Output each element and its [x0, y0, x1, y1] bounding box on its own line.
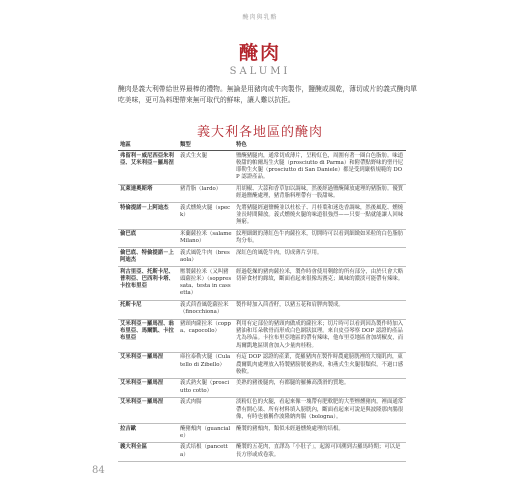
table-row — [118, 203, 406, 229]
cell-region: 利古里亞、托斯卡尼、普利亞、巴西利卡塔、卡拉布里亞 — [118, 267, 178, 300]
table-row — [118, 248, 406, 267]
table-row — [118, 352, 406, 378]
cell-region: 艾米利亞－羅馬涅 — [118, 397, 178, 423]
cell-type: 庫拉泰勒火腿（Culatello di Zibello） — [178, 352, 234, 378]
cell-type: 義式培根（pancetta） — [178, 442, 234, 461]
table-row — [118, 300, 406, 319]
table-row — [118, 151, 406, 184]
table-row — [118, 442, 406, 461]
salumi-table — [118, 141, 406, 462]
cell-region: 弗留利－威尼西亞朱利亞、艾米利亞－羅馬涅 — [118, 151, 178, 184]
cell-region: 倫巴底、特倫提諾－上阿迪杰 — [118, 248, 178, 267]
cell-description: 醃製的五花肉，直譯為「小肚子」，起源可回溯到古羅馬時期；可以是長方形或成卷狀。 — [234, 442, 406, 461]
cell-description: 醃製的豬頰肉，類似未經過燻燒處理的培根。 — [234, 424, 406, 443]
table-row — [118, 184, 406, 203]
cell-type: 義式茴香風乾薩拉米（finocchiona） — [178, 300, 234, 319]
cell-region: 艾米利亞－羅馬涅 — [118, 378, 178, 397]
cell-type: 醃豬頰肉（guanciale） — [178, 424, 234, 443]
table-row — [118, 319, 406, 352]
section-title: 義大利各地區的醃肉 — [196, 125, 323, 140]
cell-type: 義式肉腸 — [178, 397, 234, 423]
cell-description: 鹽醃豬腿肉，通常切成薄片，呈粉紅色，周圍有著一圈白色脂肪。味道較甜的帕爾馬生火腿（prosciutto di Parma）和附帶點野味的聖丹尼耶勒生火腿（prosciutto di San Daniele）都是受到嚴格規範的 DOP 認證產品。 — [234, 151, 406, 184]
page-subtitle: SALUMI — [229, 66, 291, 77]
header-region: 地區 — [118, 141, 178, 151]
cell-description: 深紅色的風乾牛肉，切成薄片享用。 — [234, 248, 406, 267]
running-head: 醃肉與乳酪 — [242, 14, 278, 21]
table-row — [118, 267, 406, 300]
cell-region: 艾米利亞－羅馬涅 — [118, 352, 178, 378]
cell-description: 有這 DOP 認證的產業，從羅豬肉在製作時農處膀胱裡的大塊肌肉，東農爾肌肉處理放入特製豬膀胱後熟成，和燕式生火腿很類似，不過口感較軟。 — [234, 352, 406, 378]
intro-paragraph: 醃肉是義大利帶給世界最棒的禮物。無論是用豬肉或牛肉製作，鹽醃或風乾，薄切或片的義式醃肉單吃美味，更可為料理帶來無可取代的鮮味，讓人難以抗拒。 — [118, 85, 418, 104]
cell-region: 托斯卡尼 — [118, 300, 178, 319]
page-title: 醃肉 — [238, 42, 281, 64]
cell-region: 義大利全區 — [118, 442, 178, 461]
cell-region: 拉吉歐 — [118, 424, 178, 443]
cell-region: 倫巴底 — [118, 229, 178, 248]
cell-type: 義式燻燒火腿（speck） — [178, 203, 234, 229]
cell-description: 先將豬腿經過鹽醃並以杜松子、月桂葉和迷迭香調味，然後風乾、燻燒並長時間陳放。義式燻燒火腿的味道很強烈——只要一點就能讓人回味無窮。 — [234, 203, 406, 229]
table-row — [118, 229, 406, 248]
cell-description: 經過乾燥的豬肉薩拉米，製作時會使用剩餘的所有部分，由於只會大略切碎食材的緣故，斷面看起來很像馬賽克；風味的濃淡可能帶有辣味。 — [234, 267, 406, 300]
table-row — [118, 424, 406, 443]
cell-region: 特倫提諾－上阿迪杰 — [118, 203, 178, 229]
cell-region: 艾米利亞－羅馬涅、翁布里亞、馬爾凱、卡拉布里亞 — [118, 319, 178, 352]
cell-type: 義式生火腿 — [178, 151, 234, 184]
cell-type: 米蘭薩拉米（salame Milano） — [178, 229, 234, 248]
cell-description: 製作時加入茴香籽，以豬五花和肩胛肉製成。 — [234, 300, 406, 319]
cell-type: 豬背脂（lardo） — [178, 184, 234, 203]
cell-region: 瓦萊達奧斯塔 — [118, 184, 178, 203]
table-row — [118, 397, 406, 423]
header-type: 類型 — [178, 141, 234, 151]
cell-type: 義式熟火腿（prosciutto cotto） — [178, 378, 234, 397]
salumi-table-wrap — [118, 141, 406, 462]
cell-type: 義式風乾牛肉（bresaola） — [178, 248, 234, 267]
page-number: 84 — [92, 465, 105, 476]
header-description: 特色 — [234, 141, 406, 151]
table-row — [118, 378, 406, 397]
cell-description: 淡粉紅色的火腿，看起來像一塊帶有肥軟肥的大型煙燻豬肉，裡面通常帶有開心果、所有材料填入膀胱內，斷面看起來可說是與波隆那肉腸很像，有時也被稱作波隆納肉腸（bologna）。 — [234, 397, 406, 423]
cell-type: 豬頸肉薩拉米（coppa、capocollo） — [178, 319, 234, 352]
cell-description: 紋理細緻的薄紅色牛肉薩拉米，切開時可以看到細緻如米粒的白色脂肪均分布。 — [234, 229, 406, 248]
cell-description: 利用有定部位的豬頸肉做成的薩拉米；切片時可以看到因為製作時加入豬油和耳朵軟骨而形成白色網狀紋理。來自皮亞琴察 DOP 認證的產品尤為珍品。卡拉布里亞地區的帶有辣味，他布里亞地區會加胡椒皮，而馬爾凱地區則會加入少量肉桂粉。 — [234, 319, 406, 352]
cell-type: 壓製薩拉米（又叫豬頭薩拉米）（soppressata、testa in cassetta） — [178, 267, 234, 300]
cell-description: 美熟的豬後腿肉，有都腿的羅擁高漢滑的質地。 — [234, 378, 406, 397]
cell-description: 用胡椒、大蒜和香草加以調味，然後經過鹽醃陳放處理的豬脂肪。優質經過鹽醃處理，豬背脂料理帶有一股甜味。 — [234, 184, 406, 203]
table-header-row — [118, 141, 406, 151]
